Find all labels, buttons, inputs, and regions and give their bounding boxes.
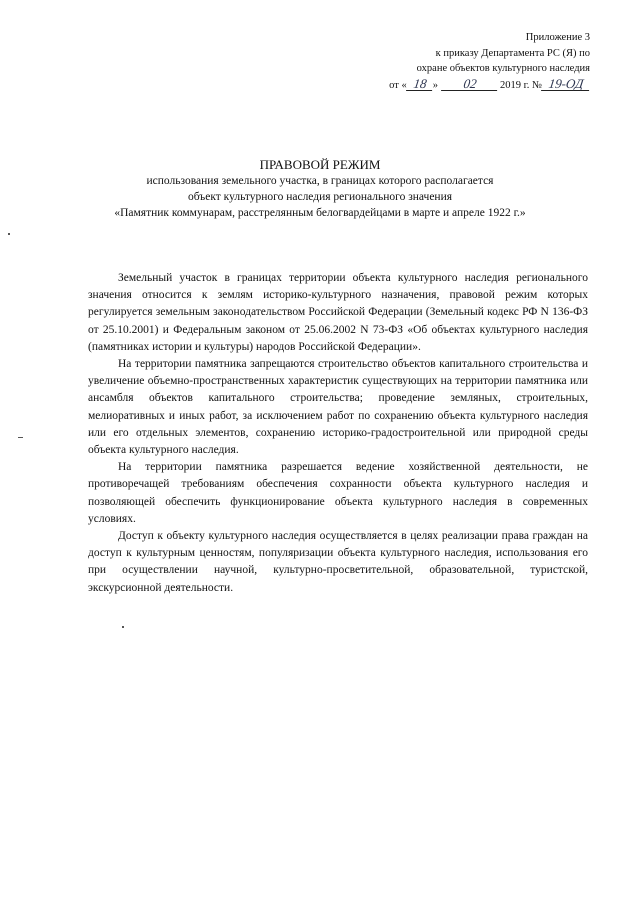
- appendix-header: [350, 30, 590, 93]
- handwritten-month: 02: [441, 77, 499, 91]
- order-date-line: [350, 77, 590, 94]
- appendix-number: Приложение 3: [525, 32, 590, 43]
- order-date-quote: »: [432, 79, 438, 91]
- order-year-number: 2019 г. №: [499, 79, 542, 91]
- scan-speck: [18, 437, 23, 438]
- handwritten-day: 18: [406, 77, 434, 91]
- document-title-block: [0, 157, 640, 221]
- paragraph-prohibitions: На территории памятника запрещаются строительство объектов капитального строительства и увеличение объемно-пространственных характеристик существующих на территории памятника или ансамбля объектов капитального строительства; проведение земляных, строительных, мелиоративных и иных работ, за исключением работ по сохранению объекта культурного наследия или его отдельных элементов, сохранению историко-градостроительной или природной среды объекта культурного наследия.: [88, 358, 588, 457]
- handwritten-order-number: 19-ОД: [541, 77, 591, 91]
- document-body: [88, 270, 588, 597]
- paragraph-access: Доступ к объекту культурного наследия осуществляется в целях реализации права граждан на доступ к культурным ценностям, популяризации объекта культурного наследия, использования его при осуществлении научной, культурно-просветительной, образовательной, туристской, экскурсионной деятельности.: [88, 530, 588, 594]
- paragraph-land-category: Земельный участок в границах территории объекта культурного наследия регионального значения относится к землям историко-культурного назначения, правовой режим которых регулируется земельным законодательством Российской Федерации (Земельный кодекс РФ N 136-ФЗ от 25.10.2001) и Федеральным законом от 25.06.2002 N 73-ФЗ «Об объектах культурного наследия (памятниках истории и культуры) народов Российской Федерации».: [88, 272, 588, 353]
- appendix-order-ref: к приказу Департамента РС (Я) по: [435, 47, 590, 59]
- document-title: ПРАВОВОЙ РЕЖИМ: [259, 157, 381, 172]
- scan-speck: [122, 626, 124, 628]
- appendix-department: охране объектов культурного наследия: [416, 63, 590, 74]
- subtitle-line-3: «Памятник коммунарам, расстрелянным белогвардейцами в марте и апреле 1922 г.»: [114, 207, 526, 219]
- paragraph-permitted-activity: На территории памятника разрешается ведение хозяйственной деятельности, не противоречащей требованиям обеспечения сохранности объекта культурного наследия и позволяющей обеспечить функционирование объекта культурного наследия в современных условиях.: [88, 461, 588, 525]
- subtitle-line-2: объект культурного наследия регионального значения: [187, 191, 453, 203]
- scan-speck: [8, 233, 10, 235]
- subtitle-line-1: использования земельного участка, в границах которого располагается: [146, 175, 494, 187]
- order-date-prefix: от «: [389, 79, 407, 91]
